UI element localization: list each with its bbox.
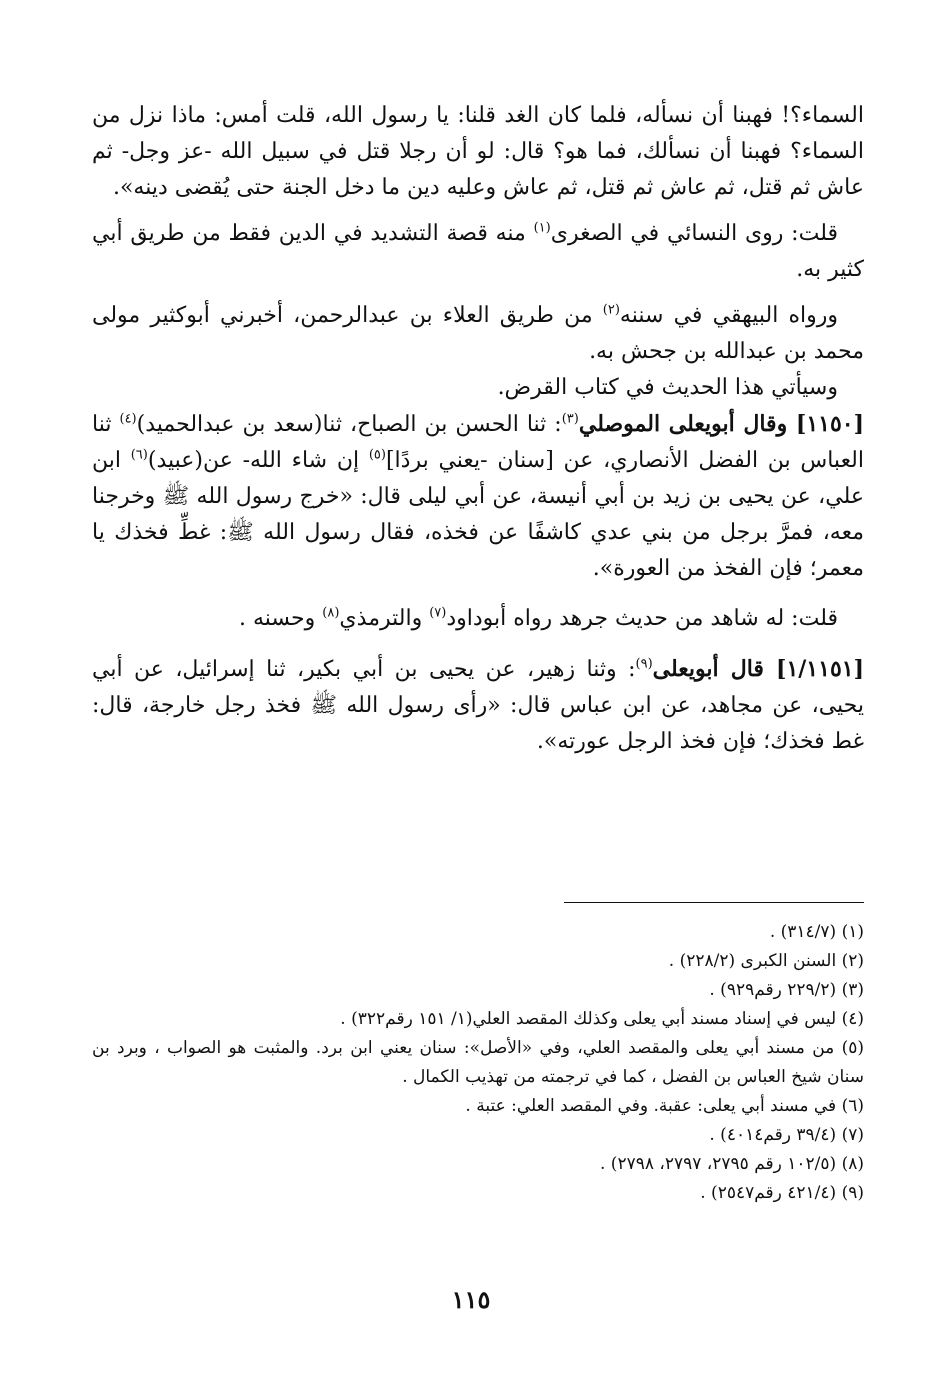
footnote-ref: (٢) bbox=[602, 302, 620, 318]
footnote-6: (٦) في مسند أبي يعلى: عقبة. وفي المقصد العلي: عتبة . bbox=[465, 1096, 864, 1116]
hadith-lead: وقال أبويعلى الموصلي bbox=[578, 411, 796, 437]
footnote-9: (٩) (٤٢١/٤ رقم٢٥٤٧) . bbox=[700, 1183, 864, 1203]
paragraph-text: قلت: روى النسائي في الصغرى bbox=[550, 221, 838, 246]
paragraph-jarhad-note bbox=[92, 601, 864, 637]
paragraph-text: إن شاء الله- عن(عبيد) bbox=[147, 448, 369, 473]
hadith-number: [١/١١٥١] bbox=[776, 656, 864, 682]
footnote-2: (٢) السنن الكبرى (٢٢٨/٢) . bbox=[668, 951, 864, 971]
footnote-8: (٨) (١٠٢/٥ رقم ٢٧٩٥، ٢٧٩٧، ٢٧٩٨) . bbox=[599, 1154, 864, 1174]
hadith-1150 bbox=[92, 406, 864, 587]
main-text bbox=[92, 98, 864, 760]
paragraph-text: وحسنه . bbox=[239, 606, 323, 631]
paragraph-text: من طريق العلاء بن عبدالرحمن، أخبرني أبوكثير مولى محمد بن عبدالله بن جحش به. bbox=[92, 303, 864, 364]
paragraph-text: والترمذي bbox=[339, 606, 430, 631]
footnote-ref: (٥) bbox=[368, 447, 386, 463]
hadith-1151-1 bbox=[92, 651, 864, 760]
footnote-4: (٤) ليس في إسناد مسند أبي يعلى وكذلك المقصد العلي(١/ ١٥١ رقم٣٢٢) . bbox=[340, 1009, 864, 1029]
paragraph-text: ثنا العباس بن الفضل الأنصاري، عن [سنان -يعني بردًا] bbox=[92, 412, 865, 473]
paragraph-text: : وثنا زهير، عن يحيى بن أبي بكير، ثنا إسرائيل، عن أبي يحيى، عن مجاهد، عن ابن عباس قال: «رأى رسول الله ﷺ فخذ رجل خارجة، قال: غط فخذك؛ فإن فخذ الرجل عورته». bbox=[92, 657, 864, 754]
paragraph-text: ورواه البيهقي في سننه bbox=[619, 303, 838, 328]
footnote-ref: (٣) bbox=[561, 411, 579, 427]
footnote-7: (٧) (٣٩/٤ رقم٤٠١٤) . bbox=[709, 1125, 864, 1145]
paragraph-bayhaqi-note bbox=[92, 298, 864, 370]
paragraph-text: قلت: له شاهد من حديث جرهد رواه أبوداود bbox=[446, 606, 838, 631]
footnote-divider bbox=[564, 902, 864, 903]
footnote-ref: (١) bbox=[533, 220, 551, 236]
hadith-lead: قال أبويعلى bbox=[652, 656, 777, 682]
footnote-ref: (٦) bbox=[130, 447, 148, 463]
footnote-ref: (٩) bbox=[635, 656, 653, 672]
footnote-ref: (٧) bbox=[429, 605, 447, 621]
paragraph-cross-ref bbox=[92, 370, 864, 406]
footnote-ref: (٨) bbox=[322, 605, 340, 621]
footnotes bbox=[92, 918, 864, 1208]
paragraph-continuation bbox=[92, 98, 864, 206]
page-number: ١١٥ bbox=[451, 1285, 491, 1314]
paragraph-text: وسيأتي هذا الحديث في كتاب القرض. bbox=[497, 375, 838, 400]
footnote-3: (٣) (٢٢٩/٢ رقم٩٢٩) . bbox=[709, 980, 864, 1000]
paragraph-text: : ثنا الحسن بن الصباح، ثنا(سعد بن عبدالحميد) bbox=[136, 412, 562, 437]
paragraph-text: منه قصة التشديد في الدين فقط من طريق أبي كثير به. bbox=[92, 221, 864, 282]
paragraph-nasai-note bbox=[92, 216, 864, 288]
hadith-number: [١١٥٠] bbox=[795, 411, 864, 437]
paragraph-text: السماء؟! فهبنا أن نسأله، فلما كان الغد قلنا: يا رسول الله، قلت أمس: ماذا نزل من السماء؟ فهبنا أن نسألك، فما هو؟ قال: لو أن رجلا قتل في سبيل الله -عز وجل- ثم عاش ثم قتل، ثم عاش ثم قتل، ثم عاش وعليه دين ما دخل الجنة حتى يُقضى دينه». bbox=[92, 103, 864, 200]
footnote-5: (٥) من مسند أبي يعلى والمقصد العلي، وفي «الأصل»: سنان يعني ابن برد. والمثبت هو الصواب ، وبرد بن سنان شيخ العباس بن الفضل ، كما في ترجمته من تهذيب الكمال . bbox=[92, 1038, 864, 1087]
footnote-1: (١) (٣١٤/٧) . bbox=[769, 922, 864, 942]
footnote-ref: (٤) bbox=[119, 411, 137, 427]
paragraph-text: ابن علي، عن يحيى بن زيد بن أبي أنيسة، عن أبي ليلى قال: «خرج رسول الله ﷺ وخرجنا معه، فمرَّ برجل من بني عدي كاشفًا عن فخذه، فقال رسول الله ﷺ: غطِّ فخذك يا معمر؛ فإن الفخذ من العورة». bbox=[92, 448, 864, 581]
